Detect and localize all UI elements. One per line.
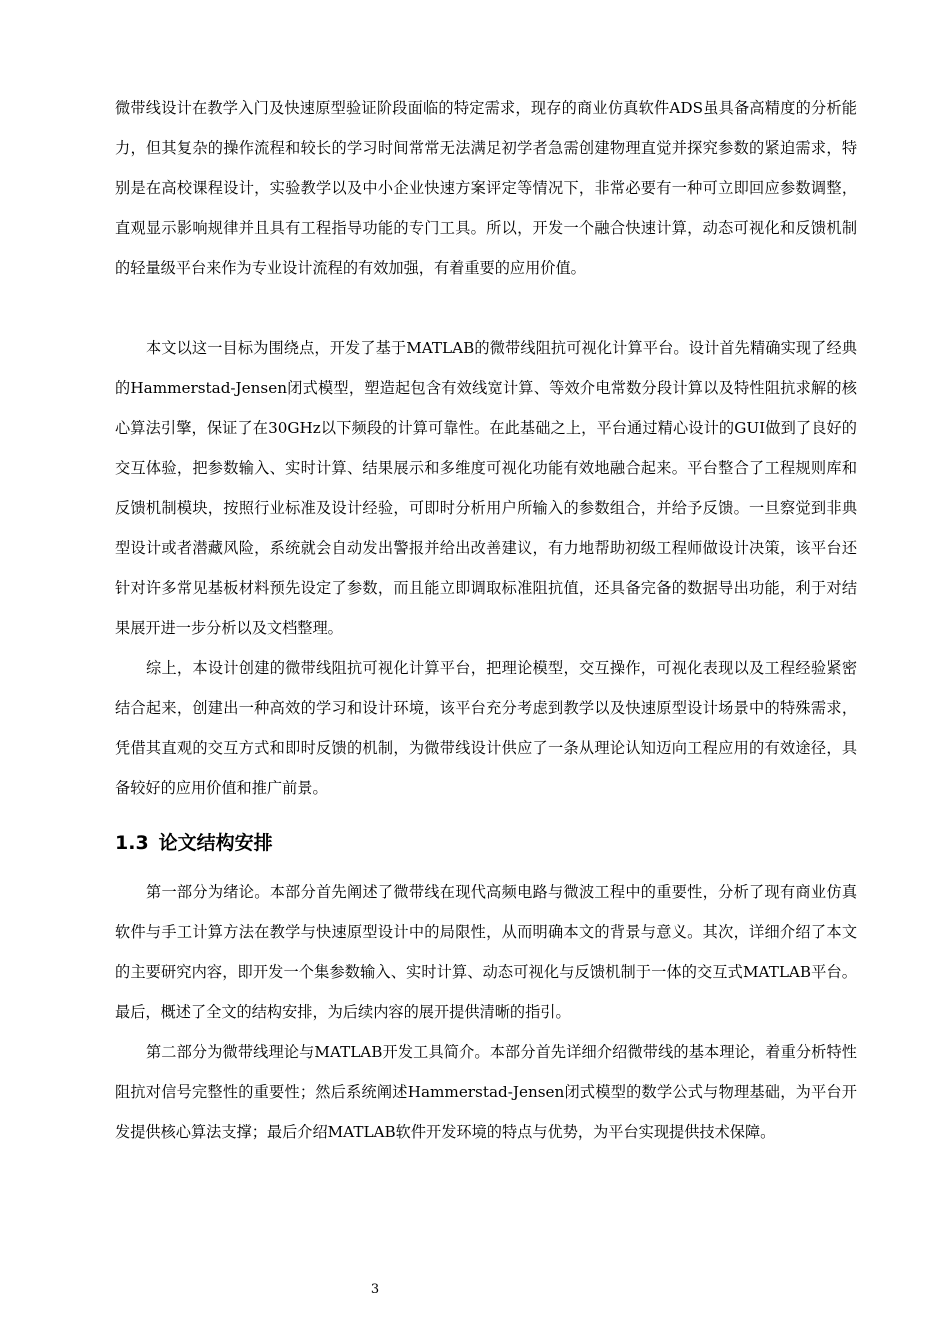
body-paragraph: 第一部分为绪论。本部分首先阐述了微带线在现代高频电路与微波工程中的重要性，分析了现有商业仿真软件与手工计算方法在教学与快速原型设计中的局限性，从而明确本文的背景与意义。其次，详细介绍了本文的主要研究内容，即开发一个集参数输入、实时计算、动态可视化与反馈机制于一体的交互式MATLAB平台。最后，概述了全文的结构安排，为后续内容的展开提供清晰的指引。 <box>115 883 857 1021</box>
body-paragraph: 综上，本设计创建的微带线阻抗可视化计算平台，把理论模型，交互操作，可视化表现以及工程经验紧密结合起来，创建出一种高效的学习和设计环境，该平台充分考虑到教学以及快速原型设计场景中的特殊需求，凭借其直观的交互方式和即时反馈的机制，为微带线设计供应了一条从理论认知迈向工程应用的有效途径，具备较好的应用价值和推广前景。 <box>115 659 857 797</box>
section-heading <box>115 829 273 857</box>
section-number: 1.3 <box>115 832 149 854</box>
page-number: 3 <box>370 1282 380 1297</box>
body-paragraph: 微带线设计在教学入门及快速原型验证阶段面临的特定需求，现存的商业仿真软件ADS虽具备高精度的分析能力，但其复杂的操作流程和较长的学习时间常常无法满足初学者急需创建物理直觉并探究参数的紧迫需求，特别是在高校课程设计，实验教学以及中小企业快速方案评定等情况下，非常必要有一种可立即回应参数调整，直观显示影响规律并且具有工程指导功能的专门工具。所以，开发一个融合快速计算，动态可视化和反馈机制的轻量级平台来作为专业设计流程的有效加强，有着重要的应用价值。 <box>115 99 857 277</box>
body-paragraph: 第二部分为微带线理论与MATLAB开发工具简介。本部分首先详细介绍微带线的基本理论，着重分析特性阻抗对信号完整性的重要性；然后系统阐述Hammerstad-Jensen闭式模型的数学公式与物理基础，为平台开发提供核心算法支撑；最后介绍MATLAB软件开发环境的特点与优势，为平台实现提供技术保障。 <box>115 1043 857 1141</box>
body-paragraph: 本文以这一目标为围绕点，开发了基于MATLAB的微带线阻抗可视化计算平台。设计首先精确实现了经典的Hammerstad-Jensen闭式模型，塑造起包含有效线宽计算、等效介电常数分段计算以及特性阻抗求解的核心算法引擎，保证了在30GHz以下频段的计算可靠性。在此基础之上，平台通过精心设计的GUI做到了良好的交互体验，把参数输入、实时计算、结果展示和多维度可视化功能有效地融合起来。平台整合了工程规则库和反馈机制模块，按照行业标准及设计经验，可即时分析用户所输入的参数组合，并给予反馈。一旦察觉到非典型设计或者潜藏风险，系统就会自动发出警报并给出改善建议，有力地帮助初级工程师做设计决策，该平台还针对许多常见基板材料预先设定了参数，而且能立即调取标准阻抗值，还具备完备的数据导出功能，利于对结果展开进一步分析以及文档整理。 <box>115 339 857 637</box>
section-title: 论文结构安排 <box>158 832 273 854</box>
